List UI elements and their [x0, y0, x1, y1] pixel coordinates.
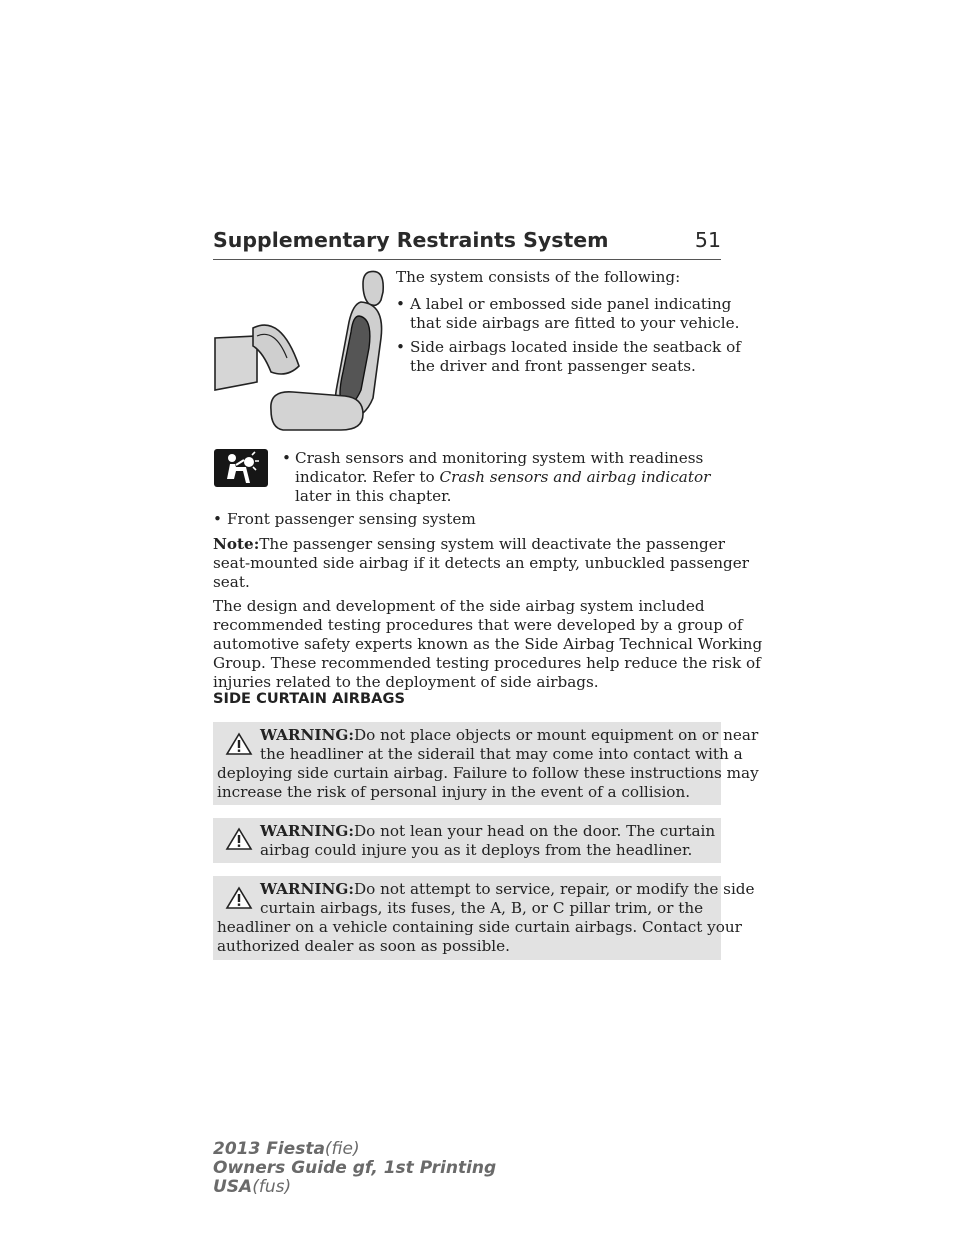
section-heading: SIDE CURTAIN AIRBAGS	[213, 690, 405, 707]
bullet-seatback-airbags-line2: the driver and front passenger seats.	[410, 357, 696, 375]
warning-line	[260, 822, 715, 840]
crash-sensor-line2	[295, 468, 710, 487]
warning-triangle-icon	[225, 827, 253, 851]
footer-market: USA	[213, 1177, 253, 1197]
bullet-label-panel-line2: that side airbags are fitted to your vehicle.	[410, 314, 740, 332]
intro-lead: The system consists of the following:	[396, 268, 681, 286]
page-number: 51	[694, 228, 721, 252]
header-divider	[213, 259, 721, 260]
warning-box	[213, 876, 755, 960]
warning-box	[213, 722, 759, 805]
note-label: Note:	[213, 535, 260, 553]
warning-line	[260, 726, 758, 744]
warning-line: curtain airbags, its fuses, the A, B, or C pillar trim, or the	[260, 899, 704, 917]
warning-line: authorized dealer as soon as possible.	[217, 937, 510, 955]
seat-side-airbag-illustration	[213, 268, 385, 433]
paragraph-line: The design and development of the side airbag system included	[213, 597, 705, 615]
footer-market-line	[213, 1178, 496, 1197]
bullet-marker: •	[396, 295, 405, 313]
note-line3: seat.	[213, 573, 250, 591]
warning-text: Do not place objects or mount equipment on or near	[353, 726, 759, 744]
warning-line: the headliner at the siderail that may come into contact with a	[260, 745, 743, 763]
crash-sensor-refer-text: indicator. Refer to	[295, 468, 440, 486]
footer-model-code: (fie)	[324, 1139, 360, 1159]
warning-label: WARNING:	[260, 880, 354, 898]
footer-model-line	[213, 1140, 496, 1159]
warning-line	[260, 880, 755, 898]
note-line2: seat-mounted side airbag if it detects an empty, unbuckled passenger	[213, 554, 750, 572]
warning-line: increase the risk of personal injury in the event of a collision.	[217, 783, 691, 801]
bullet-marker: •	[213, 510, 222, 528]
note-line1	[213, 535, 725, 554]
crash-sensor-line3: later in this chapter.	[295, 487, 452, 505]
front-passenger-sensing-item: Front passenger sensing system	[227, 510, 476, 528]
bullet-label-panel-line1: A label or embossed side panel indicating	[410, 295, 732, 313]
warning-label: WARNING:	[260, 726, 354, 744]
warning-text: Do not attempt to service, repair, or modify the side	[353, 880, 755, 898]
warning-text: Do not lean your head on the door. The curtain	[353, 822, 716, 840]
warning-line: headliner on a vehicle containing side curtain airbags. Contact your	[217, 918, 742, 936]
crash-sensor-cross-reference: Crash sensors and airbag indicator	[439, 468, 711, 486]
paragraph-line: automotive safety experts known as the Side Airbag Technical Working	[213, 635, 763, 653]
airbag-indicator-icon	[214, 449, 268, 487]
footer-guide-line	[213, 1159, 496, 1178]
warning-line: deploying side curtain airbag. Failure to follow these instructions may	[217, 764, 759, 782]
warning-triangle-icon	[225, 886, 253, 910]
warning-line: airbag could injure you as it deploys from the headliner.	[260, 841, 693, 859]
page-footer	[213, 1140, 496, 1197]
chapter-title: Supplementary Restraints System	[213, 228, 609, 252]
bullet-marker: •	[282, 449, 291, 467]
bullet-marker: •	[396, 338, 405, 356]
warning-label: WARNING:	[260, 822, 354, 840]
note-text-1: The passenger sensing system will deactivate the passenger	[259, 535, 725, 553]
warning-triangle-icon	[225, 732, 253, 756]
footer-guide: Owners Guide gf, 1st Printing	[213, 1158, 497, 1178]
paragraph-line: recommended testing procedures that were developed by a group of	[213, 616, 743, 634]
seat-cushion-shape	[271, 392, 363, 430]
bullet-seatback-airbags-line1: Side airbags located inside the seatback of	[410, 338, 741, 356]
footer-model: 2013 Fiesta	[213, 1139, 325, 1159]
crash-sensor-line1: Crash sensors and monitoring system with readiness	[295, 449, 704, 467]
steering-wheel-shape	[215, 325, 299, 390]
paragraph-line: injuries related to the deployment of side airbags.	[213, 673, 599, 691]
paragraph-line: Group. These recommended testing procedures help reduce the risk of	[213, 654, 761, 672]
page-header	[213, 228, 721, 258]
warning-box	[213, 818, 721, 863]
footer-market-code: (fus)	[252, 1177, 292, 1197]
